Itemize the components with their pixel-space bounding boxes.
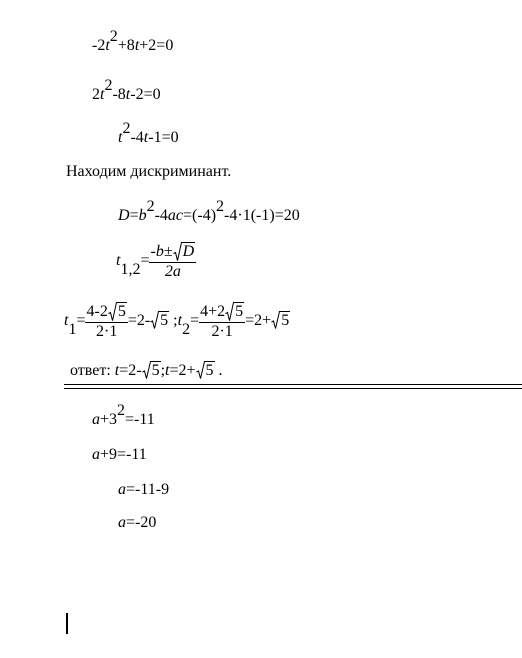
equation-a-3: a=-11-9 [118,481,170,498]
equation-1: -2t2+8t+2=0 [92,28,174,54]
sqrt-symbol: 5 [271,311,290,329]
discriminant-heading: Находим дискриминант. [66,163,232,180]
equation-a-4: a=-20 [118,514,157,531]
sqrt-symbol: 5 [108,302,127,321]
root2-fraction: $\frac{4+2 5}{2\cdot 1}$ [200,303,244,340]
section-divider [64,384,522,389]
sqrt-symbol: 5 [196,361,215,379]
roots-values: t1= $\frac{4-2 5}{2\cdot 1}$ =2- 5 ;t2= $\frac{4+2 5}{2\cdot 1}$ =2+ 5 [64,303,290,340]
equation-2: 2t2-8t-2=0 [92,77,161,103]
roots-fraction: $\frac{-b\pm D}{2a}$ [150,243,195,280]
roots-formula: t1,2= $\frac{-b\pm D}{2a}$ [116,243,195,280]
text-cursor[interactable] [66,613,68,634]
sqrt-symbol: 5 [225,302,244,321]
equation-a-1: a+32=-11 [92,402,155,428]
sqrt-symbol: D [173,242,196,261]
equation-3: t2-4t-1=0 [118,120,179,146]
equation-a-2: a+9=-11 [92,446,147,463]
sqrt-symbol: 5 [150,311,169,329]
root1-fraction: $\frac{4-2 5}{2\cdot 1}$ [86,303,126,340]
sqrt-symbol: 5 [142,361,161,379]
discriminant-formula: D=b2-4ac=(-4)2-4·1(-1)=20 [118,198,300,224]
answer-line: ответ: t=2- 5;t=2+ 5 . [70,362,223,379]
